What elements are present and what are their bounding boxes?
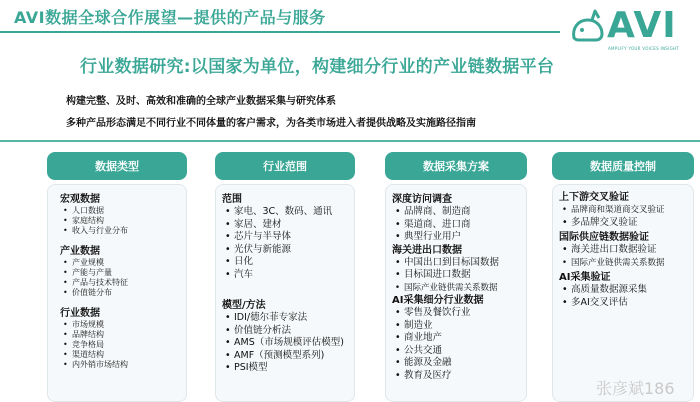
column-header: 数据质量控制 <box>552 152 694 180</box>
list-item: • 目标国进口数据 <box>404 269 520 282</box>
section-title: 宏观数据 <box>60 194 100 205</box>
list-item: • 产业规模 <box>72 258 180 268</box>
watermark: 张彦斌186 <box>596 379 675 398</box>
list-item: • PSI模型 <box>234 362 348 375</box>
list-item: • 价值链分布 <box>72 288 180 298</box>
logo-wordmark: AVI <box>607 5 677 46</box>
list-item: • 品牌商、制造商 <box>404 206 520 219</box>
headline: 行业数据研究:以国家为单位，构建细分行业的产业链数据平台 <box>80 57 555 77</box>
section-title: 产业数据 <box>60 246 100 257</box>
list-item: • 内外销市场结构 <box>72 360 180 370</box>
list-item: • 高质量数据源采集 <box>571 284 687 297</box>
item-list <box>559 244 687 269</box>
column-body <box>552 184 694 402</box>
list-item: • 国际产业链供需关系数据 <box>404 282 520 295</box>
whale-icon <box>570 8 606 46</box>
section-title: 上下游交叉验证 <box>559 192 629 203</box>
list-item: • 市场规模 <box>72 320 180 330</box>
section-title: 模型/方法 <box>222 300 266 311</box>
column-data-collection <box>385 152 527 402</box>
list-item: • 产品与技术特征 <box>72 278 180 288</box>
item-list <box>60 258 180 298</box>
list-item: • 商业地产 <box>404 332 520 345</box>
column-header: 数据类型 <box>47 152 187 180</box>
list-item: • 家居、建材 <box>234 219 348 232</box>
list-item: • 能源及金融 <box>404 357 520 370</box>
section-title: 海关进出口数据 <box>392 244 462 256</box>
slide-title: AVI数据全球合作展望—提供的产品与服务 <box>14 8 326 27</box>
list-item: • 品牌结构 <box>72 330 180 340</box>
list-item: • 产能与产量 <box>72 268 180 278</box>
list-item: • 公共交通 <box>404 345 520 358</box>
item-list <box>392 307 520 382</box>
item-list <box>559 204 687 229</box>
list-item: • 光伏与新能源 <box>234 244 348 257</box>
list-item: • AMS（市场规模评估模型) <box>234 337 348 350</box>
list-item: • 人口数据 <box>72 206 180 216</box>
logo-tagline: AMPLIFY YOUR VOICES INSIGHT <box>608 46 680 51</box>
subtitle-2: 多种产品形态满足不同行业不同体量的客户需求，为各类市场进入者提供战略及实施路径指南 <box>66 118 476 129</box>
list-item: • 制造业 <box>404 320 520 333</box>
section-title: AI采集验证 <box>559 272 611 283</box>
list-item: • 品牌商和渠道商交叉验证 <box>571 204 687 217</box>
list-item: • 多AI交叉评估 <box>571 297 687 310</box>
column-header: 行业范围 <box>215 152 355 180</box>
list-item: • 家庭结构 <box>72 216 180 226</box>
column-header: 数据采集方案 <box>385 152 527 180</box>
list-item: • 典型行业用户 <box>404 231 520 244</box>
list-item: • 中国出口到目标国数据 <box>404 257 520 270</box>
section-title: 范围 <box>222 194 242 205</box>
list-item: • 渠道结构 <box>72 350 180 360</box>
item-list <box>222 312 348 375</box>
list-item: • 价值链分析法 <box>234 325 348 338</box>
subtitle-1: 构建完整、及时、高效和准确的全球产业数据采集与研究体系 <box>66 96 336 107</box>
column-industry-scope <box>215 152 355 402</box>
list-item: • 多品牌交叉验证 <box>571 217 687 230</box>
column-quality-control <box>552 152 694 402</box>
item-list <box>392 206 520 244</box>
list-item: • IDI/德尔菲专家法 <box>234 312 348 325</box>
list-item: • 日化 <box>234 256 348 269</box>
list-item: • 国际产业链供需关系数据 <box>571 257 687 270</box>
list-item: • 芯片与半导体 <box>234 231 348 244</box>
section-title: 行业数据 <box>60 308 100 319</box>
avi-logo <box>570 6 692 56</box>
column-body <box>47 184 187 402</box>
list-item: • 竞争格局 <box>72 340 180 350</box>
section-title: AI采集细分行业数据 <box>392 295 484 306</box>
item-list <box>60 206 180 236</box>
section-divider <box>0 140 700 142</box>
list-item: • 零售及餐饮行业 <box>404 307 520 320</box>
list-item: • 渠道商、进口商 <box>404 219 520 232</box>
list-item: • AMF（预测模型系列) <box>234 350 348 363</box>
item-list <box>392 257 520 295</box>
list-item: • 教育及医疗 <box>404 370 520 383</box>
title-underline <box>0 31 560 33</box>
column-data-types <box>47 152 187 402</box>
list-item: • 汽车 <box>234 269 348 282</box>
item-list <box>222 206 348 281</box>
list-item: • 家电、3C、数码、通讯 <box>234 206 348 219</box>
section-title: 深度访问调查 <box>392 194 452 205</box>
item-list <box>559 284 687 309</box>
list-item: • 海关进出口数据验证 <box>571 244 687 257</box>
list-item: • 收入与行业分布 <box>72 226 180 236</box>
column-body <box>215 184 355 402</box>
item-list <box>60 320 180 370</box>
column-body <box>385 184 527 402</box>
section-title: 国际供应链数据验证 <box>559 232 649 243</box>
